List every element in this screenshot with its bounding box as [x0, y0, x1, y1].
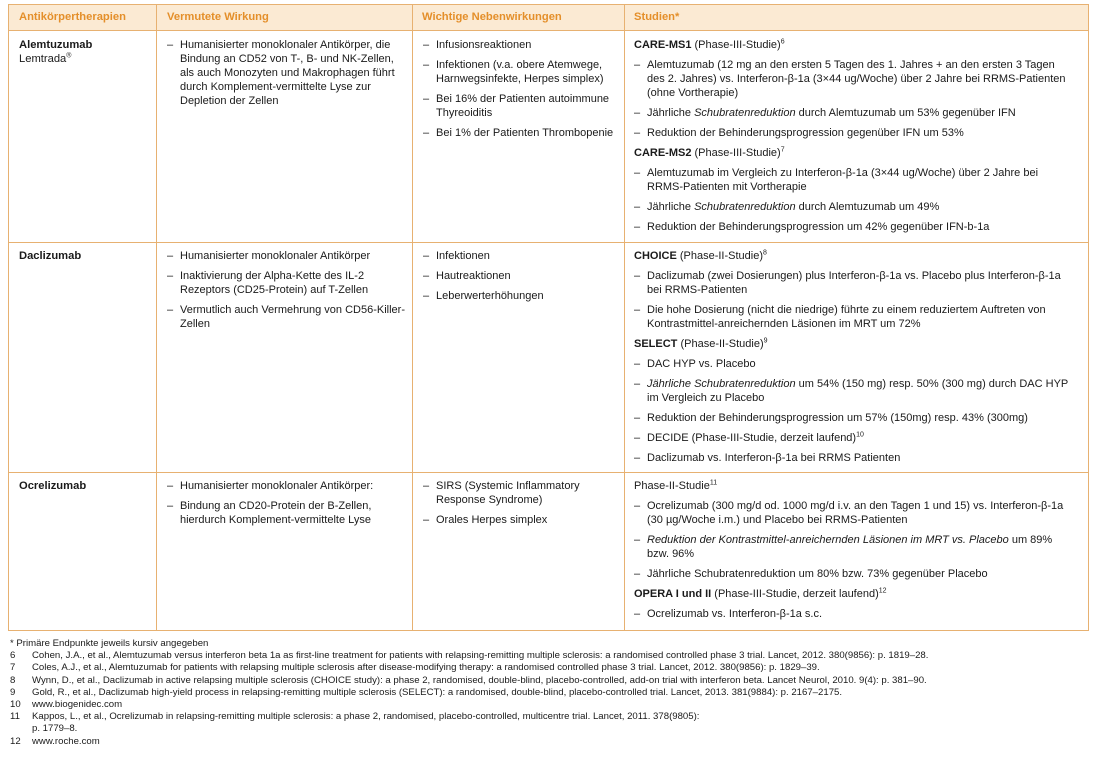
footnote-text: Wynn, D., et al., Daclizumab in active relapsing multiple sclerosis (CHOICE study): a phase 2, randomised, double-blind, placebo-controlled, add-on trial with interferon beta. Lancet Neurol, 2010. 9(4): p. 381–90.: [32, 674, 927, 686]
list-item: – Vermutlich auch Vermehrung von CD56-Killer-Zellen: [167, 303, 405, 331]
list-item: – Daclizumab vs. Interferon-β-1a bei RRMS Patienten: [634, 451, 1074, 465]
list-item: – Infektionen (v.a. obere Atemwege, Harnwegsinfekte, Herpes simplex): [423, 58, 615, 86]
list-item: – Daclizumab (zwei Dosierungen) plus Interferon-β-1a vs. Placebo plus Interferon-β-1a bei RRMS-Patienten: [634, 269, 1074, 297]
list-item: [634, 431, 1074, 445]
col-divider: [156, 5, 157, 630]
nebenwirkungen-cell: [423, 38, 615, 146]
footnote-number: 11: [10, 711, 20, 723]
wirkung-cell: [167, 249, 405, 337]
list-item: – Hautreaktionen: [423, 269, 615, 283]
footnote-text: p. 1779–8.: [32, 723, 78, 735]
footnote-text: www.roche.com: [32, 735, 100, 747]
footnote: [10, 723, 1090, 735]
wirkung-cell: [167, 38, 405, 114]
study-phase: (Phase-II-Studie): [679, 250, 763, 262]
footnote-number: 10: [10, 699, 21, 711]
study-ref: 9: [763, 337, 768, 345]
footnote: [10, 699, 1090, 711]
list-item: – Reduktion der Behinderungsprogression um 42% gegenüber IFN-b-1a: [634, 220, 1074, 234]
study-name: OPERA I und II: [634, 588, 712, 600]
footnote-text: Cohen, J.A., et al., Alemtuzumab versus interferon beta 1a as first-line treatment for patients with relapsing-remitting multiple sclerosis: a randomised controlled phase 3 trial. Lancet, 2012. 380(9856): p. 1819–28.: [32, 650, 929, 662]
study-phase: (Phase-II-Studie): [680, 338, 764, 350]
study-heading: [634, 587, 1074, 601]
col-header-nebenwirkungen: Wichtige Nebenwirkungen: [422, 11, 562, 23]
list-item: – Bei 16% der Patienten autoimmune Thyreoiditis: [423, 92, 615, 120]
footnote: [10, 687, 1090, 699]
study-name: CHOICE: [634, 250, 677, 262]
study-name: CARE-MS2: [634, 147, 692, 159]
footnote-number: 6: [10, 650, 16, 662]
study-ref: 12: [878, 587, 887, 595]
list-item: – Ocrelizumab vs. Interferon-β-1a s.c.: [634, 607, 1074, 621]
study-ref: 11: [709, 479, 718, 487]
list-item: – Reduktion der Behinderungsprogression gegenüber IFN um 53%: [634, 126, 1074, 140]
study-ref: 7: [780, 146, 785, 154]
drug-alemtuzumab: [19, 38, 92, 66]
list-item: – Infektionen: [423, 249, 615, 263]
list-item: – Bei 1% der Patienten Thrombopenie: [423, 126, 615, 140]
list-item: – SIRS (Systemic Inflammatory Response Syndrome): [423, 479, 615, 507]
study-heading: [634, 38, 1074, 52]
study-ref: 6: [780, 38, 785, 46]
study-ref: 10: [856, 431, 864, 439]
therapy-table: [8, 4, 1089, 631]
study-heading: [634, 479, 1074, 493]
list-item: – Leberwerterhöhungen: [423, 289, 615, 303]
list-item: – DAC HYP vs. Placebo: [634, 357, 1074, 371]
list-item: – Reduktion der Kontrastmittel-anreichernden Läsionen im MRT vs. Placebo um 89% bzw. 96%: [634, 533, 1074, 561]
footnotes: [10, 638, 1090, 748]
study-phase: (Phase-III-Studie, derzeit laufend): [714, 588, 879, 600]
list-item: – Orales Herpes simplex: [423, 513, 615, 527]
footnote: [10, 662, 1090, 674]
footnote-asterisk: * Primäre Endpunkte jeweils kursiv angegeben: [10, 638, 209, 649]
drug-name: Daclizumab: [19, 250, 82, 262]
col-header-wirkung: Vermutete Wirkung: [167, 11, 269, 23]
list-item: – Jährliche Schubratenreduktion durch Alemtuzumab um 53% gegenüber IFN: [634, 106, 1074, 120]
study-phase: Phase-II-Studie: [634, 480, 710, 492]
studien-cell: [634, 249, 1074, 471]
list-item: – Humanisierter monoklonaler Antikörper, die Bindung an CD52 von T-, B- und NK-Zellen, als auch Monozyten und Makrophagen führt durch Komplement-vermittelte Lyse zur Depletion der Zellen: [167, 38, 405, 108]
col-header-studien: Studien*: [634, 11, 680, 23]
studien-cell: [634, 479, 1074, 627]
table-header: [9, 5, 1088, 31]
footnote-text: Coles, A.J., et al., Alemtuzumab for patients with relapsing multiple sclerosis after disease-modifying therapy: a randomised controlled phase 3 trial. Lancet, 2012. 380(9856): p. 1829–39.: [32, 662, 820, 674]
wirkung-cell: [167, 479, 405, 533]
list-item: – Alemtuzumab im Vergleich zu Interferon-β-1a (3×44 ug/Woche) über 2 Jahre bei RRMS-Patienten mit Vortherapie: [634, 166, 1074, 194]
footnote-text: Gold, R., et al., Daclizumab high-yield process in relapsing-remitting multiple sclerosis (SELECT): a randomised, double-blind, placebo-controlled trial. Lancet, 2013. 381(9884): p. 2167–2175.: [32, 686, 843, 698]
row-divider: [9, 472, 1088, 473]
study-name: SELECT: [634, 338, 678, 350]
nebenwirkungen-cell: [423, 249, 615, 309]
list-item: – Humanisierter monoklonaler Antikörper: [167, 249, 405, 263]
footnote-text: www.biogenidec.com: [32, 699, 123, 711]
footnote-number: 7: [10, 662, 16, 674]
footnote-number: 12: [10, 735, 21, 747]
study-phase: (Phase-III-Studie): [694, 39, 781, 51]
study-heading: [634, 337, 1074, 351]
list-item: – Jährliche Schubratenreduktion durch Alemtuzumab um 49%: [634, 200, 1074, 214]
study-phase: (Phase-III-Studie): [694, 147, 781, 159]
drug-daclizumab: [19, 249, 81, 263]
list-item: – Alemtuzumab (12 mg an den ersten 5 Tagen des 1. Jahres + an den ersten 3 Tagen des 2. Jahres) vs. Interferon-β-1a (3×44 ug/Woche) über 2 Jahre bei RRMS-Patienten (ohne Vortherapie): [634, 58, 1074, 100]
list-item: – Infusionsreaktionen: [423, 38, 615, 52]
drug-name: Ocrelizumab: [19, 480, 87, 492]
footnote: [10, 711, 1090, 723]
study-ref: 8: [763, 249, 767, 257]
list-item: – Die hohe Dosierung (nicht die niedrige) führte zu einem reduziertem Auftreten von Kontrastmittel-anreichernden Läsionen im MRT um 72%: [634, 303, 1074, 331]
study-heading: [634, 249, 1074, 263]
col-divider: [624, 5, 625, 630]
footnote-number: 8: [10, 674, 16, 686]
footnote-text: Kappos, L., et al., Ocrelizumab in relapsing-remitting multiple sclerosis: a phase 2, randomised, placebo-controlled, multicentre trial. Lancet, 2011. 378(9805):: [32, 711, 700, 723]
decide-text: DECIDE (Phase-III-Studie, derzeit laufend): [647, 432, 857, 444]
registered-mark: ®: [66, 52, 72, 60]
brand-name: [19, 53, 71, 65]
col-header-therapien: Antikörpertherapien: [19, 11, 126, 23]
footnote: [10, 675, 1090, 687]
studien-cell: [634, 38, 1074, 240]
list-item: – Bindung an CD20-Protein der B-Zellen, hierdurch Komplement-vermittelte Lyse: [167, 499, 405, 527]
drug-name: Alemtuzumab: [19, 39, 93, 51]
col-divider: [412, 5, 413, 630]
footnote: [10, 650, 1090, 662]
list-item: – Humanisierter monoklonaler Antikörper:: [167, 479, 405, 493]
nebenwirkungen-cell: [423, 479, 615, 533]
row-divider: [9, 242, 1088, 243]
study-heading: [634, 146, 1074, 160]
drug-ocrelizumab: [19, 479, 86, 493]
study-name: CARE-MS1: [634, 39, 692, 51]
brand-text: Lemtrada: [19, 53, 67, 65]
list-item: – Jährliche Schubratenreduktion um 80% bzw. 73% gegenüber Placebo: [634, 567, 1074, 581]
footnote-number: 9: [10, 686, 16, 698]
list-item: – Ocrelizumab (300 mg/d od. 1000 mg/d i.v. an den Tagen 1 und 15) vs. Interferon-β-1a (30 µg/Woche i.m.) und Placebo bei RRMS-Patienten: [634, 499, 1074, 527]
list-item: – Jährliche Schubratenreduktion um 54% (150 mg) resp. 50% (300 mg) durch DAC HYP im Vergleich zu Placebo: [634, 377, 1074, 405]
list-item: – Inaktivierung der Alpha-Kette des IL-2 Rezeptors (CD25-Protein) auf T-Zellen: [167, 269, 405, 297]
list-item: – Reduktion der Behinderungsprogression um 57% (150mg) resp. 43% (300mg): [634, 411, 1074, 425]
footnote: [10, 736, 1090, 748]
